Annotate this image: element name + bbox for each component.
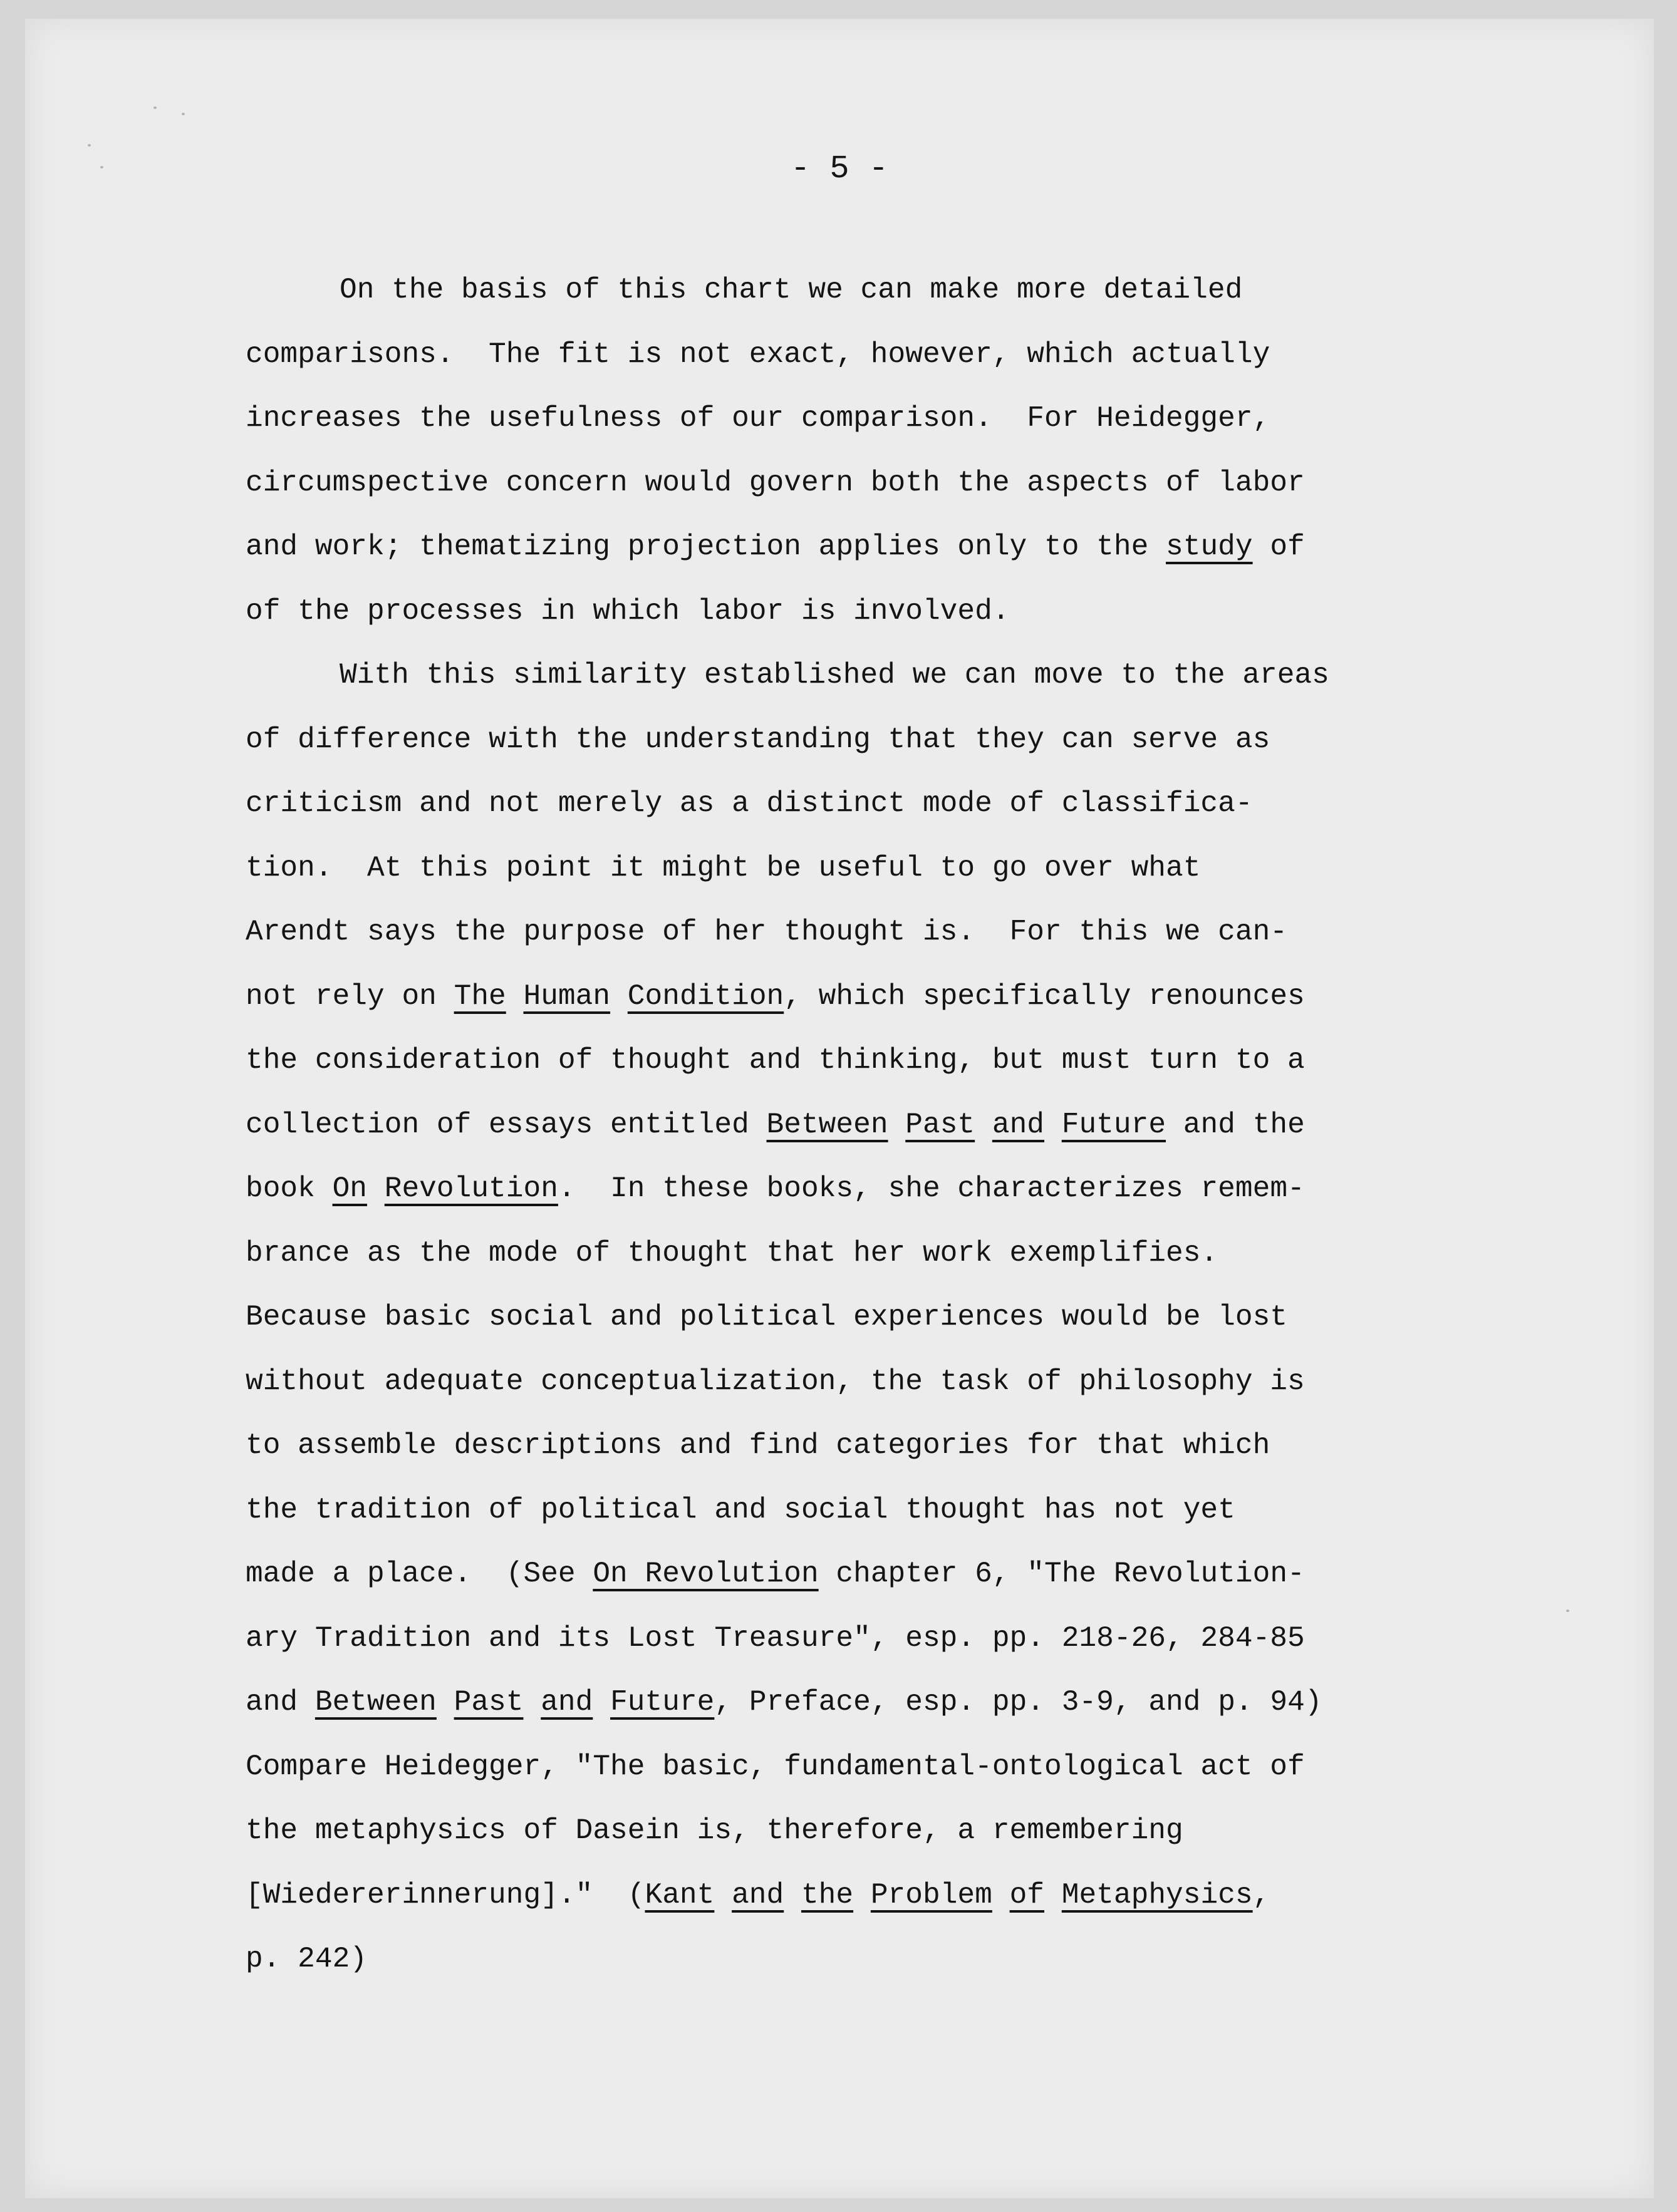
text-line	[246, 1542, 1498, 1606]
text-line	[246, 1670, 1498, 1735]
text-segment: [Wiedererinnerung]." (	[246, 1878, 645, 1911]
text-line: to assemble descriptions and find categories for that which	[246, 1429, 1270, 1462]
book-title-underlined: Between	[314, 1686, 437, 1718]
text-segment	[610, 980, 628, 1013]
text-line: without adequate conceptualization, the task of philosophy is	[246, 1365, 1305, 1398]
text-line: ary Tradition and its Lost Treasure", esp. pp. 218-26, 284-85	[246, 1621, 1305, 1655]
text-segment	[1044, 1109, 1062, 1141]
book-title-underlined: Past	[454, 1686, 524, 1718]
text-line: criticism and not merely as a distinct mode of classifica-	[246, 787, 1253, 820]
book-title-underlined: and	[732, 1878, 784, 1911]
book-title-underlined: and	[541, 1686, 593, 1718]
book-title-underlined: Kant	[645, 1878, 715, 1911]
text-line: Compare Heidegger, "The basic, fundamental-ontological act of	[246, 1750, 1305, 1783]
text-segment	[992, 1879, 1010, 1911]
text-line: Arendt says the purpose of her thought is. For this we can-	[246, 916, 1288, 948]
paper-speck	[88, 144, 91, 147]
text-segment: chapter 6, "The Revolution-	[818, 1558, 1305, 1590]
text-segment	[524, 1686, 541, 1718]
text-line: brance as the mode of thought that her work exemplifies.	[246, 1236, 1218, 1269]
book-title-underlined: and	[992, 1108, 1045, 1141]
text-segment: book	[246, 1172, 333, 1205]
text-segment: , Preface, esp. pp. 3-9, and p. 94)	[714, 1686, 1322, 1718]
text-line: increases the usefulness of our comparison. For Heidegger,	[246, 402, 1270, 435]
underlined-word: study	[1166, 530, 1253, 563]
book-title-underlined: On Revolution	[593, 1558, 819, 1590]
text-segment	[437, 1686, 454, 1718]
book-title-underlined: Revolution	[384, 1172, 558, 1205]
text-line: tion. At this point it might be useful to go over what	[246, 851, 1201, 884]
text-line	[246, 1093, 1498, 1157]
text-segment: not rely on	[246, 979, 454, 1013]
text-line: of difference with the understanding that they can serve as	[246, 723, 1270, 756]
text-line	[246, 515, 1498, 579]
book-title-underlined: of	[1009, 1878, 1045, 1911]
text-segment: made a place. (See	[246, 1558, 593, 1590]
text-segment: and the	[1166, 1108, 1305, 1141]
document-page	[25, 19, 1654, 2198]
text-segment: . In these books, she characterizes remem-	[558, 1172, 1305, 1205]
text-segment: of	[1252, 530, 1305, 563]
text-line	[246, 1157, 1498, 1221]
page-number: - 5 -	[790, 150, 889, 187]
paper-speck	[153, 106, 157, 109]
text-line: of the processes in which labor is involved.	[246, 594, 1010, 628]
book-title-underlined: the	[801, 1878, 854, 1911]
book-title-underlined: Past	[905, 1108, 975, 1141]
paper-speck	[182, 113, 185, 115]
text-segment: collection of essays entitled	[246, 1108, 767, 1141]
book-title-underlined: Between	[766, 1108, 888, 1141]
book-title-underlined: Human	[523, 979, 611, 1013]
book-title-underlined: Metaphysics	[1061, 1878, 1253, 1911]
text-line: the tradition of political and social thought has not yet	[246, 1493, 1235, 1526]
text-segment	[367, 1172, 385, 1205]
book-title-underlined: Condition	[627, 979, 784, 1013]
text-segment: and work; thematizing projection applies only to the	[246, 530, 1166, 563]
text-line: With this similarity established we can move to the areas	[340, 659, 1329, 691]
paper-speck	[1566, 1610, 1569, 1612]
text-segment	[784, 1879, 801, 1911]
text-line: the consideration of thought and thinking, but must turn to a	[246, 1044, 1305, 1077]
text-line: circumspective concern would govern both the aspects of labor	[246, 466, 1305, 499]
text-segment	[506, 980, 524, 1013]
book-title-underlined: On	[332, 1172, 368, 1205]
book-title-underlined: Future	[1061, 1108, 1166, 1141]
text-line: On the basis of this chart we can make more detailed	[340, 274, 1243, 306]
text-line: the metaphysics of Dasein is, therefore, a remembering	[246, 1814, 1183, 1847]
text-segment	[593, 1686, 610, 1718]
text-line: comparisons. The fit is not exact, however, which actually	[246, 338, 1270, 371]
text-line: Because basic social and political experiences would be lost	[246, 1301, 1288, 1333]
book-title-underlined: Problem	[870, 1878, 992, 1911]
text-segment	[853, 1879, 871, 1911]
text-segment	[1044, 1879, 1062, 1911]
text-segment: ,	[1252, 1878, 1270, 1911]
book-title-underlined: The	[454, 979, 506, 1013]
text-segment: and	[246, 1686, 315, 1718]
body-text	[246, 258, 1498, 1992]
text-line: p. 242)	[246, 1943, 368, 1975]
text-segment	[975, 1109, 992, 1141]
text-segment	[888, 1109, 906, 1141]
text-segment: , which specifically renounces	[784, 979, 1305, 1013]
text-segment	[714, 1879, 732, 1911]
text-line	[246, 964, 1498, 1029]
text-line	[246, 1863, 1498, 1928]
book-title-underlined: Future	[610, 1686, 715, 1718]
